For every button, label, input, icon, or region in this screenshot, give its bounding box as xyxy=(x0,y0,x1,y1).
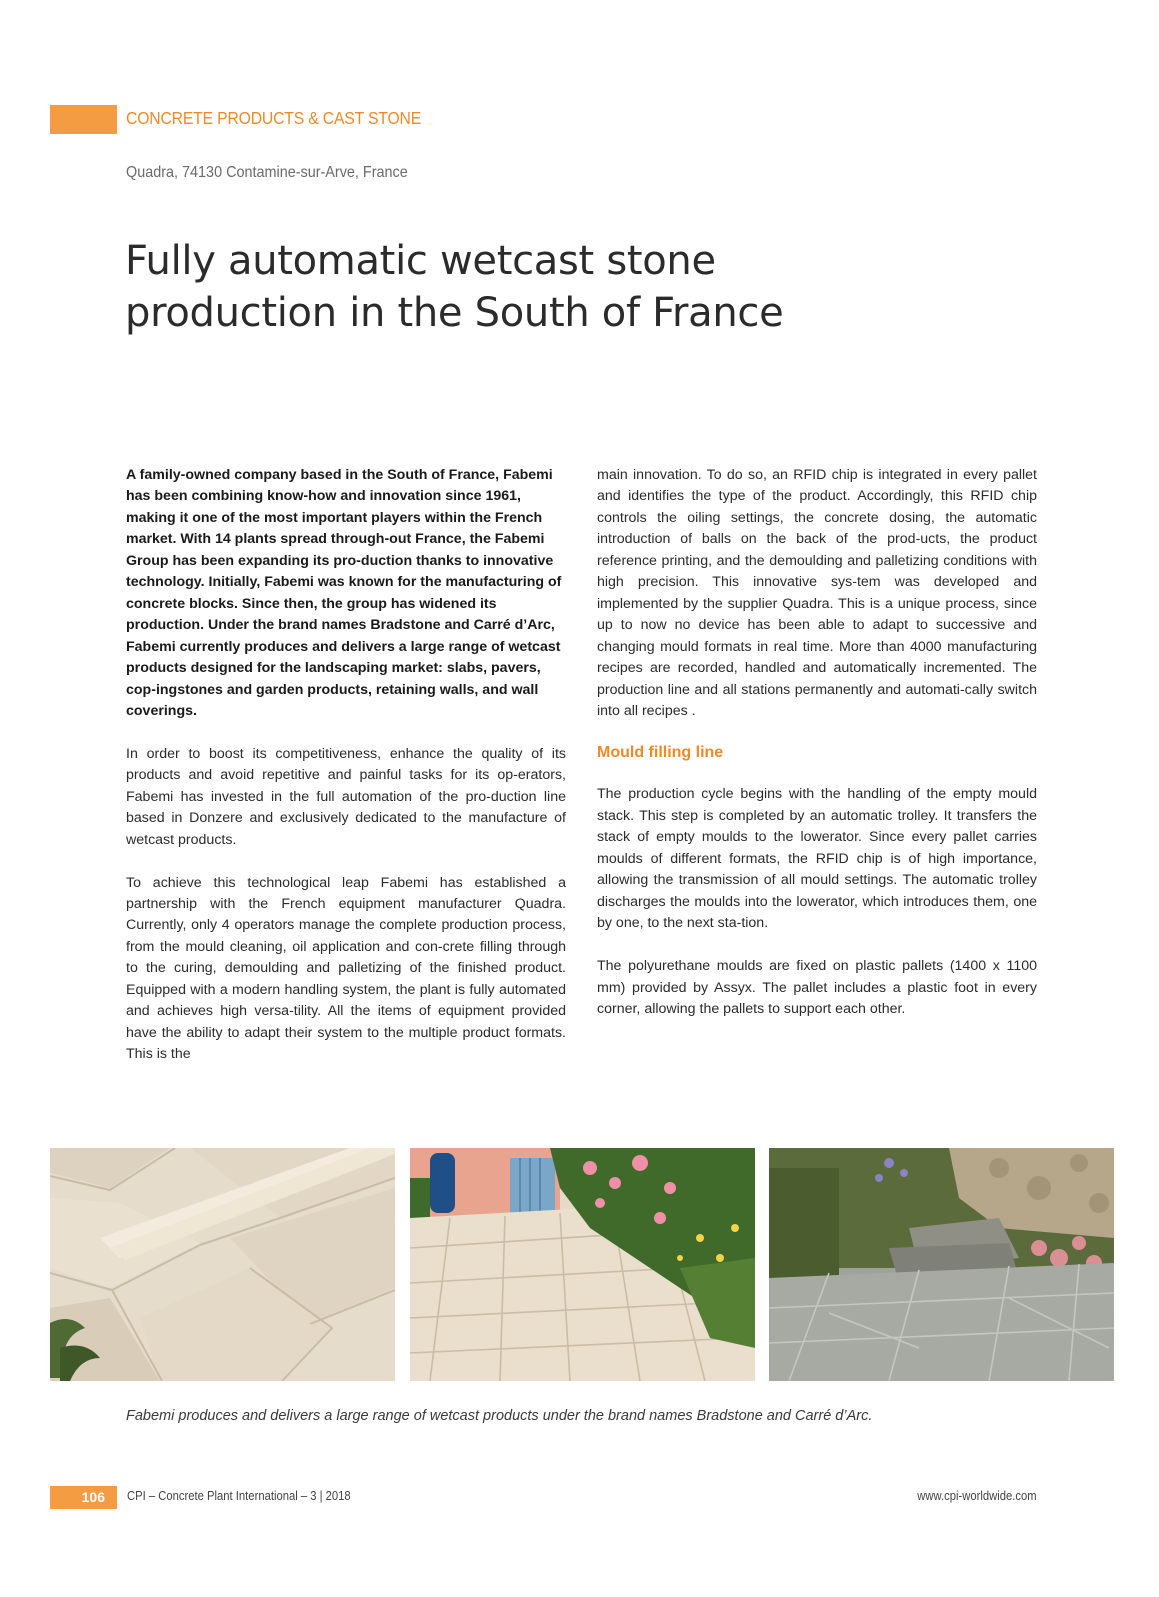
body-paragraph-1: In order to boost its competitiveness, enhance the quality of its products and avoid repetitive and painful tasks for its op-erators, Fabemi has invested in the full automation of the pro-duction line based in Donzere and exclusively dedicated to the manufacture of wetcast products. xyxy=(126,745,566,848)
article-title-line-1: Fully automatic wetcast stone xyxy=(125,238,716,284)
photo-caption: Fabemi produces and delivers a large range of wetcast products under the brand names Bradstone and Carré d’Arc. xyxy=(126,1408,873,1424)
page-number-text: 106 xyxy=(81,1489,105,1505)
photo-paving-slabs-closeup xyxy=(50,1148,395,1381)
body-paragraph-5: The polyurethane moulds are fixed on plastic pallets (1400 x 1100 mm) provided by Assyx. The pallet includes a plastic foot in every corner, allowing the pallets to support each other. xyxy=(597,958,1037,1017)
publication-info: CPI – Concrete Plant International – 3 | 2018 xyxy=(127,1489,351,1503)
article-column-right xyxy=(597,465,1037,1020)
subheading-mould-filling-line: Mould filling line xyxy=(597,744,724,762)
company-address: Quadra, 74130 Contamine-sur-Arve, France xyxy=(126,164,408,181)
body-paragraph-4: The production cycle begins with the handling of the empty mould stack. This step is completed by an automatic trolley. It transfers the stack of empty moulds to the lowerator. Since every pallet carries moulds of different formats, the RFID chip is of high importance, allowing the transmission of all mould settings. The automatic trolley discharges the moulds into the lowerator, which introduces them, one by one, to the next sta-tion. xyxy=(597,786,1037,932)
section-color-bar xyxy=(50,105,117,134)
article-column-left xyxy=(126,465,566,1066)
page-number xyxy=(50,1486,117,1509)
photo-patio-with-flowers xyxy=(410,1148,755,1381)
article-title-line-2: production in the South of France xyxy=(125,290,784,336)
photo-grey-paving-garden xyxy=(769,1148,1114,1381)
body-paragraph-3: main innovation. To do so, an RFID chip is integrated in every pallet and identifies the type of the product. Accordingly, this RFID chip controls the oiling settings, the concrete dosing, the automatic introduction of balls on the back of the prod-ucts, the product reference printing, and the demoulding and palletizing conditions with high precision. This innovative sys-tem was developed and implemented by the supplier Quadra. This is a unique process, since up to now no device has been able to adapt to successive and changing mould formats in real time. More than 4000 manufacturing recipes are recorded, handled and automatically incremented. The production line and all stations permanently and automati-cally switch into all recipes . xyxy=(597,467,1037,719)
website-link[interactable]: www.cpi-worldwide.com xyxy=(917,1489,1037,1503)
body-paragraph-2: To achieve this technological leap Fabemi has established a partnership with the French equipment manufacturer Quadra. Currently, only 4 operators manage the complete production process, from the mould cleaning, oil application and con-crete filling through to the curing, demoulding and palletizing of the finished product. Equipped with a modern handling system, the plant is fully automated and achieves high versa-tility. All the items of equipment provided have the ability to adapt their system to the multiple product formats. This is the xyxy=(126,874,566,1063)
article-title xyxy=(125,235,1025,339)
lead-paragraph: A family-owned company based in the South of France, Fabemi has been combining know-how and innovation since 1961, making it one of the most important players within the French market. With 14 plants spread through-out France, the Fabemi Group has been expanding its pro-duction thanks to innovative technology. Initially, Fabemi was known for the manufacturing of concrete blocks. Since then, the group has widened its production. Under the brand names Bradstone and Carré d’Arc, Fabemi currently produces and delivers a large range of wetcast products designed for the landscaping market: slabs, pavers, cop-ingstones and garden products, retaining walls, and wall coverings. xyxy=(126,467,562,719)
section-label: CONCRETE PRODUCTS & CAST STONE xyxy=(126,108,422,128)
